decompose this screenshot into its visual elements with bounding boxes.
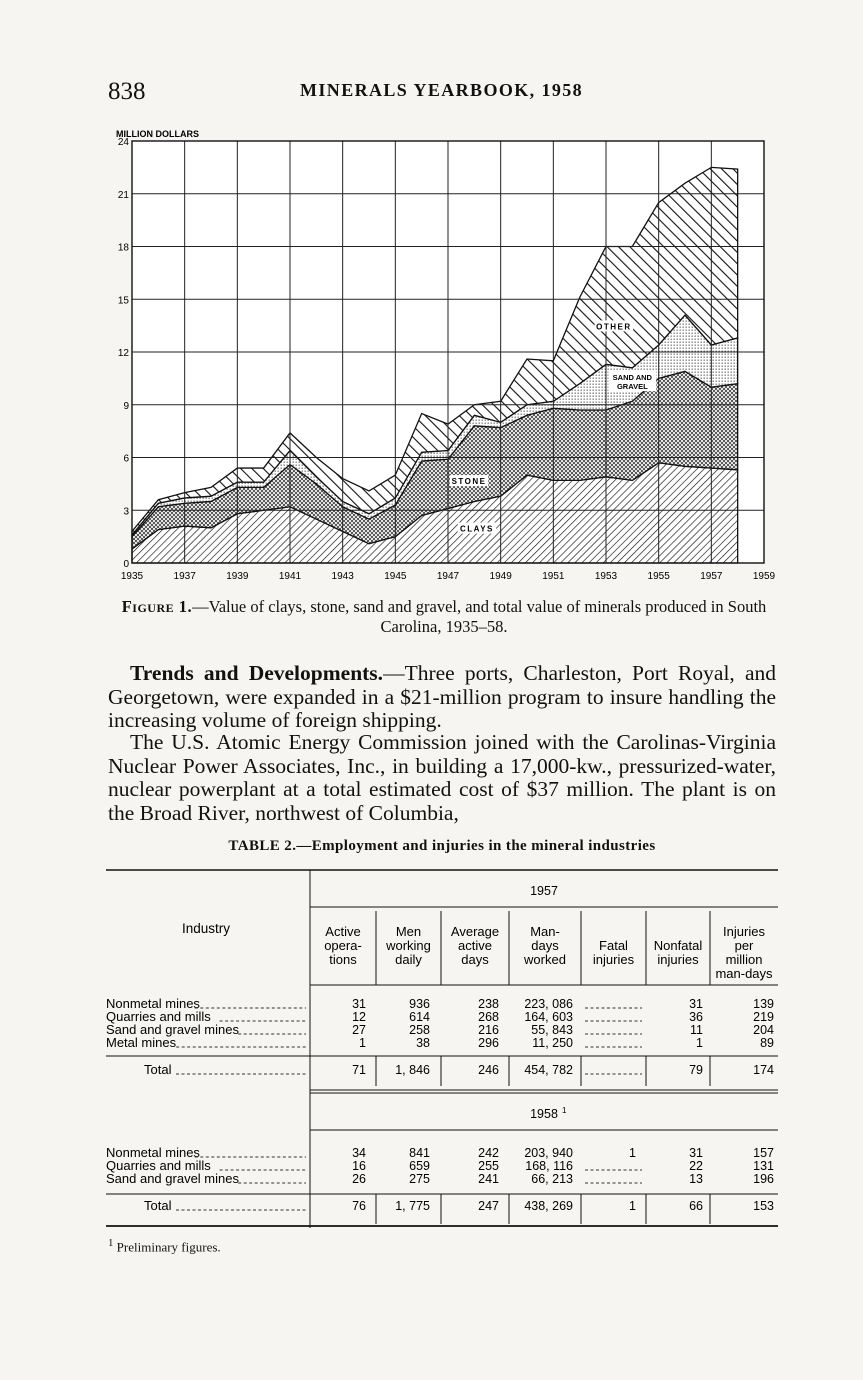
table-cell: 26: [352, 1172, 366, 1186]
table-cell: 164, 603: [524, 1010, 573, 1024]
table-cell: 196: [753, 1172, 774, 1186]
table-cell: 216: [478, 1023, 499, 1037]
table-cell: 31: [352, 997, 366, 1011]
table-cell: 1: [696, 1036, 703, 1050]
y-tick-label: 3: [123, 506, 129, 518]
table-column-header: Active opera-tions: [324, 924, 362, 967]
table-row-industry: Metal mines: [106, 1035, 177, 1050]
table-row-industry: Sand and gravel mines: [106, 1022, 239, 1037]
table-total-cell: 76: [352, 1199, 366, 1213]
y-tick-label: 24: [117, 137, 129, 148]
table-cell: 131: [753, 1159, 774, 1173]
table-cell: 22: [689, 1159, 703, 1173]
y-tick-label: 9: [123, 400, 129, 412]
table-total-label: Total: [144, 1062, 172, 1077]
table-column-header: Man-days worked: [524, 924, 566, 967]
table-cell: 936: [409, 997, 430, 1011]
x-tick-label: 1935: [120, 571, 144, 582]
table-cell: 255: [478, 1159, 499, 1173]
series-label-stone: STONE: [451, 477, 487, 487]
footnote-text: Preliminary figures.: [113, 1239, 221, 1255]
table-cell: 1: [629, 1146, 636, 1160]
paragraph-trends: [108, 662, 776, 733]
y-tick-label: 0: [123, 559, 129, 570]
x-tick-label: 1947: [436, 571, 460, 582]
x-tick-label: 1953: [594, 571, 618, 582]
table-footnote-ref: 1: [562, 1106, 567, 1115]
table-total-label: Total: [144, 1198, 172, 1213]
table-cell: 614: [409, 1010, 430, 1024]
x-tick-label: 1939: [226, 571, 249, 582]
table-cell: 13: [689, 1172, 703, 1186]
x-tick-label: 1945: [384, 571, 407, 582]
table-column-header: Fatal injuries: [592, 938, 635, 967]
table-row-industry: Nonmetal mines: [106, 1145, 200, 1160]
table-total-cell: 174: [753, 1063, 774, 1077]
table-cell: 258: [409, 1023, 430, 1037]
table-cell: 296: [478, 1036, 499, 1050]
table-row-industry: Quarries and mills: [106, 1009, 211, 1024]
table-cell: 89: [760, 1036, 774, 1050]
table-cell: 66, 213: [531, 1172, 573, 1186]
table-cell: 168, 116: [525, 1159, 573, 1173]
table-row-industry: Quarries and mills: [106, 1158, 211, 1173]
table-cell: 11: [690, 1023, 703, 1037]
y-tick-label: 6: [123, 453, 129, 465]
table-cell: 1: [359, 1036, 366, 1050]
table-cell: 241: [478, 1172, 499, 1186]
figure-caption: [106, 597, 782, 637]
x-tick-label: 1957: [700, 571, 723, 582]
table-cell: 275: [409, 1172, 430, 1186]
table-year-label: 1958: [530, 1107, 558, 1121]
table-cell: 31: [689, 997, 703, 1011]
table-total-cell: 66: [689, 1199, 703, 1213]
series-label-sand-and-gravel: SAND AND GRAVEL: [612, 373, 652, 392]
y-axis-label: MILLION DOLLARS: [116, 129, 199, 139]
table-cell: 157: [753, 1146, 774, 1160]
table-year-label: 1957: [530, 884, 558, 898]
paragraph-lead: Trends and Developments.: [130, 661, 384, 685]
table-total-cell: 247: [478, 1199, 499, 1213]
paragraph-text: —Three ports, Charleston, Port Royal, and Georgetown, were expanded in a $21-million program to insure handling the increasing volume of foreign shipping.: [108, 661, 776, 732]
table-column-header: Injuries per million man-days: [715, 924, 773, 981]
y-tick-label: 21: [117, 189, 129, 201]
table-total-cell: 79: [689, 1063, 703, 1077]
table-cell: 16: [352, 1159, 366, 1173]
table-cell: 36: [689, 1010, 703, 1024]
figure-caption-text: —Value of clays, stone, sand and gravel, and total value of minerals produced in South Carolina, 1935–58.: [192, 597, 767, 636]
table-cell: 11, 250: [532, 1036, 573, 1050]
table-column-header: Men working daily: [386, 924, 431, 967]
table-cell: 139: [753, 997, 774, 1011]
figure-label: Figure 1.: [121, 597, 193, 616]
x-tick-label: 1949: [489, 571, 512, 582]
table-cell: 223, 086: [524, 997, 573, 1011]
paragraph-atomic-energy: The U.S. Atomic Energy Commission joined with the Carolinas-Virginia Nuclear Power Associates, Inc., in building a 17,000-kw., pressurized-water, nuclear powerplant at a total estimated cost of $37 million. The plant is on the Broad River, northwest of Columbia,: [108, 730, 776, 825]
footnote: [108, 1237, 221, 1255]
employment-table: [106, 868, 778, 1233]
table-total-cell: 1, 775: [395, 1199, 430, 1213]
stacked-area-chart: [100, 125, 780, 595]
table-title: TABLE 2.—Employment and injuries in the mineral industries: [228, 838, 656, 854]
table-row-industry: Nonmetal mines: [106, 996, 200, 1011]
table-total-cell: 454, 782: [524, 1063, 573, 1077]
x-tick-label: 1955: [647, 571, 670, 582]
page-number: 838: [108, 78, 146, 105]
y-tick-label: 18: [117, 242, 129, 254]
footnote-mark: 1: [108, 1237, 114, 1249]
x-tick-label: 1959: [752, 571, 776, 582]
table-cell: 55, 843: [531, 1023, 573, 1037]
table-total-cell: 153: [753, 1199, 774, 1213]
table-cell: 242: [478, 1146, 499, 1160]
series-label-other: OTHER: [596, 322, 632, 332]
table-cell: 268: [478, 1010, 499, 1024]
running-title: MINERALS YEARBOOK, 1958: [300, 80, 584, 100]
table-cell: 38: [416, 1036, 430, 1050]
table-total-cell: 71: [352, 1063, 366, 1077]
table-total-cell: 246: [478, 1063, 499, 1077]
table-cell: 203, 940: [524, 1146, 573, 1160]
table-cell: 12: [352, 1010, 366, 1024]
table-cell: 841: [409, 1146, 430, 1160]
x-tick-label: 1937: [173, 571, 196, 582]
table-cell: 27: [352, 1023, 366, 1037]
table-cell: 204: [753, 1023, 774, 1037]
x-tick-label: 1943: [331, 571, 354, 582]
x-tick-label: 1951: [542, 571, 565, 582]
table-row-industry: Sand and gravel mines: [106, 1171, 239, 1186]
series-label-clays: CLAYS: [460, 524, 494, 534]
y-tick-label: 15: [117, 295, 129, 307]
table-total-cell: 1, 846: [395, 1063, 430, 1077]
table-cell: 31: [689, 1146, 703, 1160]
table-cell: 238: [478, 997, 499, 1011]
table-column-header: Average active days: [450, 924, 500, 967]
table-cell: 219: [753, 1010, 774, 1024]
x-tick-label: 1941: [278, 571, 302, 582]
table-total-cell: 438, 269: [524, 1199, 573, 1213]
table-header-industry: Industry: [181, 921, 231, 936]
table-total-cell: 1: [629, 1199, 636, 1213]
y-tick-label: 12: [117, 348, 129, 359]
table-column-header: Nonfatal injuries: [653, 938, 703, 967]
table-cell: 34: [352, 1146, 366, 1160]
table-cell: 659: [409, 1159, 430, 1173]
